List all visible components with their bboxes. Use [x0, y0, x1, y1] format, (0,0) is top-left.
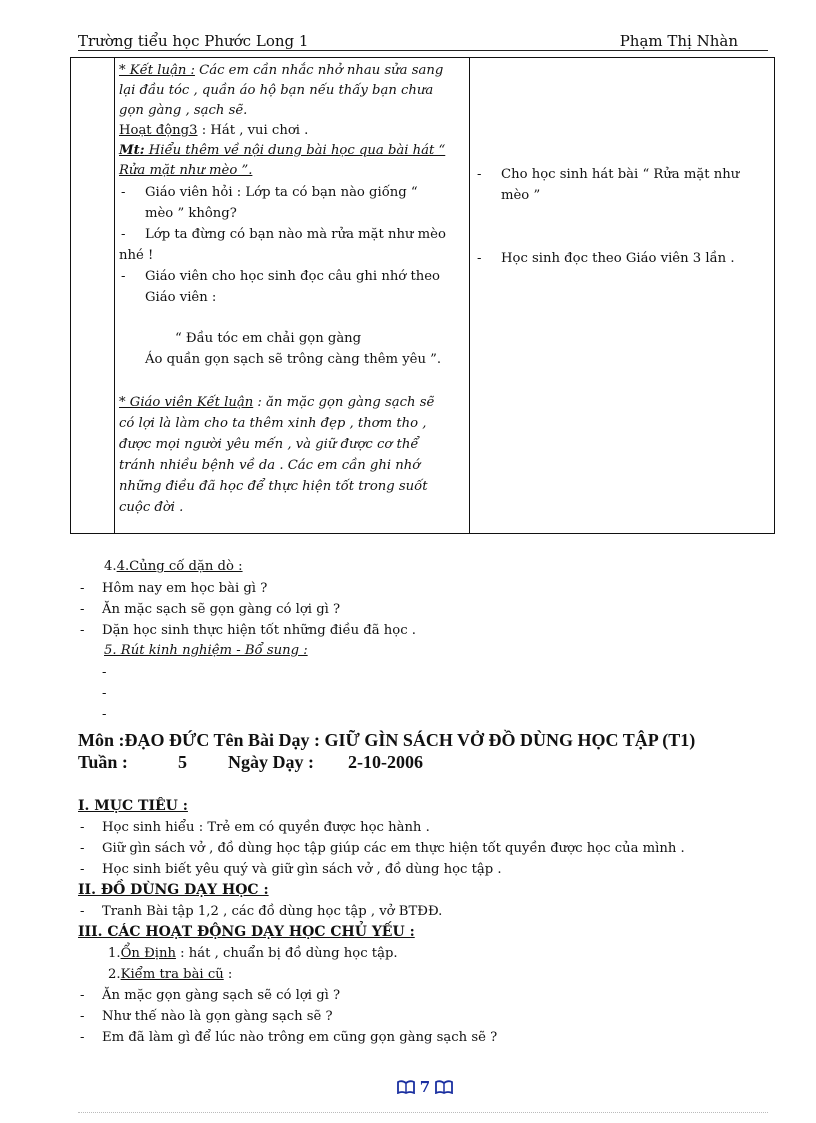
dash: - — [102, 707, 107, 722]
lesson-activity-table — [70, 57, 775, 534]
date-value: 2-10-2006 — [348, 752, 423, 772]
dash: - — [102, 686, 107, 701]
review-item: Em đã làm gì để lúc nào trông em cũng gọn gàng sạch sẽ ? — [102, 1030, 498, 1045]
dash: - — [121, 185, 126, 200]
book-icon — [397, 1080, 415, 1094]
poem-line-1: “ Đầu tóc em chải gọn gàng — [175, 331, 362, 346]
conclusion-1: * Kết luận : Các em cần nhắc nhở nhau sửa sang — [119, 63, 444, 78]
conclusion-2-line-5: những điều đã học để thực hiện tốt trong suốt — [119, 479, 428, 494]
consolidation-heading: 4.4.Củng cố dặn dò : — [104, 559, 243, 574]
experience-heading: 5. Rút kinh nghiệm - Bổ sung : — [104, 643, 308, 658]
objective-item: Học sinh hiểu : Trẻ em có quyền được học hành . — [102, 820, 430, 835]
date-label: Ngày Dạy : — [228, 752, 314, 772]
dash: - — [80, 1009, 85, 1024]
dash: - — [102, 665, 107, 680]
conclusion-2: * Giáo viên Kết luận : ăn mặc gọn gàng sạch sẽ — [119, 395, 435, 410]
author-name: Phạm Thị Nhàn — [619, 32, 738, 50]
activity-3: Hoạt động3 : Hát , vui chơi . — [119, 123, 309, 138]
conclusion-1-line-2: lại đầu tóc , quần áo hộ bạn nếu thấy bạn chưa — [119, 83, 434, 98]
objective-line: Mt: Hiểu thêm về nội dung bài học qua bài hát “ — [119, 143, 446, 158]
page-number: 7 — [419, 1078, 431, 1096]
dash: - — [80, 820, 85, 835]
consolidation-item: Dặn học sinh thực hiện tốt những điều đã học . — [102, 623, 416, 638]
dash: - — [80, 862, 85, 877]
dash: - — [80, 581, 85, 596]
page-footer — [390, 1078, 460, 1096]
school-name: Trường tiểu học Phước Long 1 — [78, 32, 309, 50]
materials-heading: II. ĐỒ DÙNG DẠY HỌC : — [78, 882, 269, 898]
poem-line-2: Áo quần gọn sạch sẽ trông càng thêm yêu ”. — [145, 352, 442, 367]
dash: - — [80, 1030, 85, 1045]
conclusion-2-line-6: cuộc đời . — [119, 500, 184, 515]
question-2-line-2: nhé ! — [119, 248, 154, 263]
lesson-title: GIỮ GÌN SÁCH VỞ ĐỒ DÙNG HỌC TẬP (T1) — [324, 730, 696, 750]
book-icon — [435, 1080, 453, 1094]
dash: - — [80, 623, 85, 638]
student-activity-1: Cho học sinh hát bài “ Rửa mặt như — [501, 167, 740, 182]
objective-item: Giữ gìn sách vở , đồ dùng học tập giúp các em thực hiện tốt quyền được học của mình . — [102, 841, 685, 856]
stabilize-line: 1.Ổn Định : hát , chuẩn bị đồ dùng học tập. — [108, 946, 398, 961]
consolidation-item: Hôm nay em học bài gì ? — [102, 581, 268, 596]
review-item: Như thế nào là gọn gàng sạch sẽ ? — [102, 1009, 333, 1024]
conclusion-1-line-3: gọn gàng , sạch sẽ. — [119, 103, 248, 118]
objective-item: Học sinh biết yêu quý và giữ gìn sách vở , đồ dùng học tập . — [102, 862, 502, 877]
lesson-title-line — [78, 730, 695, 750]
objectives-heading: I. MỤC TIÊU : — [78, 798, 188, 814]
question-1-line-2: mèo ” không? — [145, 206, 237, 221]
dash: - — [80, 841, 85, 856]
question-3: Giáo viên cho học sinh đọc câu ghi nhớ theo — [145, 269, 440, 284]
dash: - — [121, 227, 126, 242]
table-divider-1 — [114, 58, 115, 533]
dash: - — [80, 904, 85, 919]
materials-item: Tranh Bài tập 1,2 , các đồ dùng học tập , vở BTĐĐ. — [102, 904, 443, 919]
page-header — [78, 30, 768, 51]
student-activity-2: Học sinh đọc theo Giáo viên 3 lần . — [501, 251, 735, 266]
bottom-rule — [78, 1112, 768, 1113]
activities-heading: III. CÁC HOẠT ĐỘNG DẠY HỌC CHỦ YẾU : — [78, 924, 415, 940]
dash: - — [121, 269, 126, 284]
conclusion-2-line-2: có lợi là làm cho ta thêm xinh đẹp , thơm tho , — [119, 416, 427, 431]
subject-label: Môn :ĐẠO ĐỨC Tên Bài Dạy : — [78, 730, 320, 750]
question-1: Giáo viên hỏi : Lớp ta có bạn nào giống “ — [145, 185, 418, 200]
conclusion-2-line-4: tránh nhiều bệnh về da . Các em cần ghi nhớ — [119, 458, 421, 473]
student-activity-1-line-2: mèo ” — [501, 188, 541, 203]
dash: - — [80, 988, 85, 1003]
dash: - — [477, 251, 482, 266]
review-item: Ăn mặc gọn gàng sạch sẽ có lợi gì ? — [102, 988, 341, 1003]
dash: - — [477, 167, 482, 182]
consolidation-item: Ăn mặc sạch sẽ gọn gàng có lợi gì ? — [102, 602, 341, 617]
objective-line-2: Rửa mặt như mèo ”. — [119, 163, 253, 178]
table-divider-2 — [469, 58, 470, 533]
review-heading: 2.Kiểm tra bài cũ : — [108, 967, 233, 982]
week-value: 5 — [178, 752, 187, 772]
week-label: Tuần : — [78, 752, 128, 772]
question-3-line-2: Giáo viên : — [145, 290, 217, 305]
question-2: Lớp ta đừng có bạn nào mà rửa mặt như mèo — [145, 227, 446, 242]
conclusion-2-line-3: được mọi người yêu mến , và giữ được cơ thể — [119, 437, 419, 452]
dash: - — [80, 602, 85, 617]
